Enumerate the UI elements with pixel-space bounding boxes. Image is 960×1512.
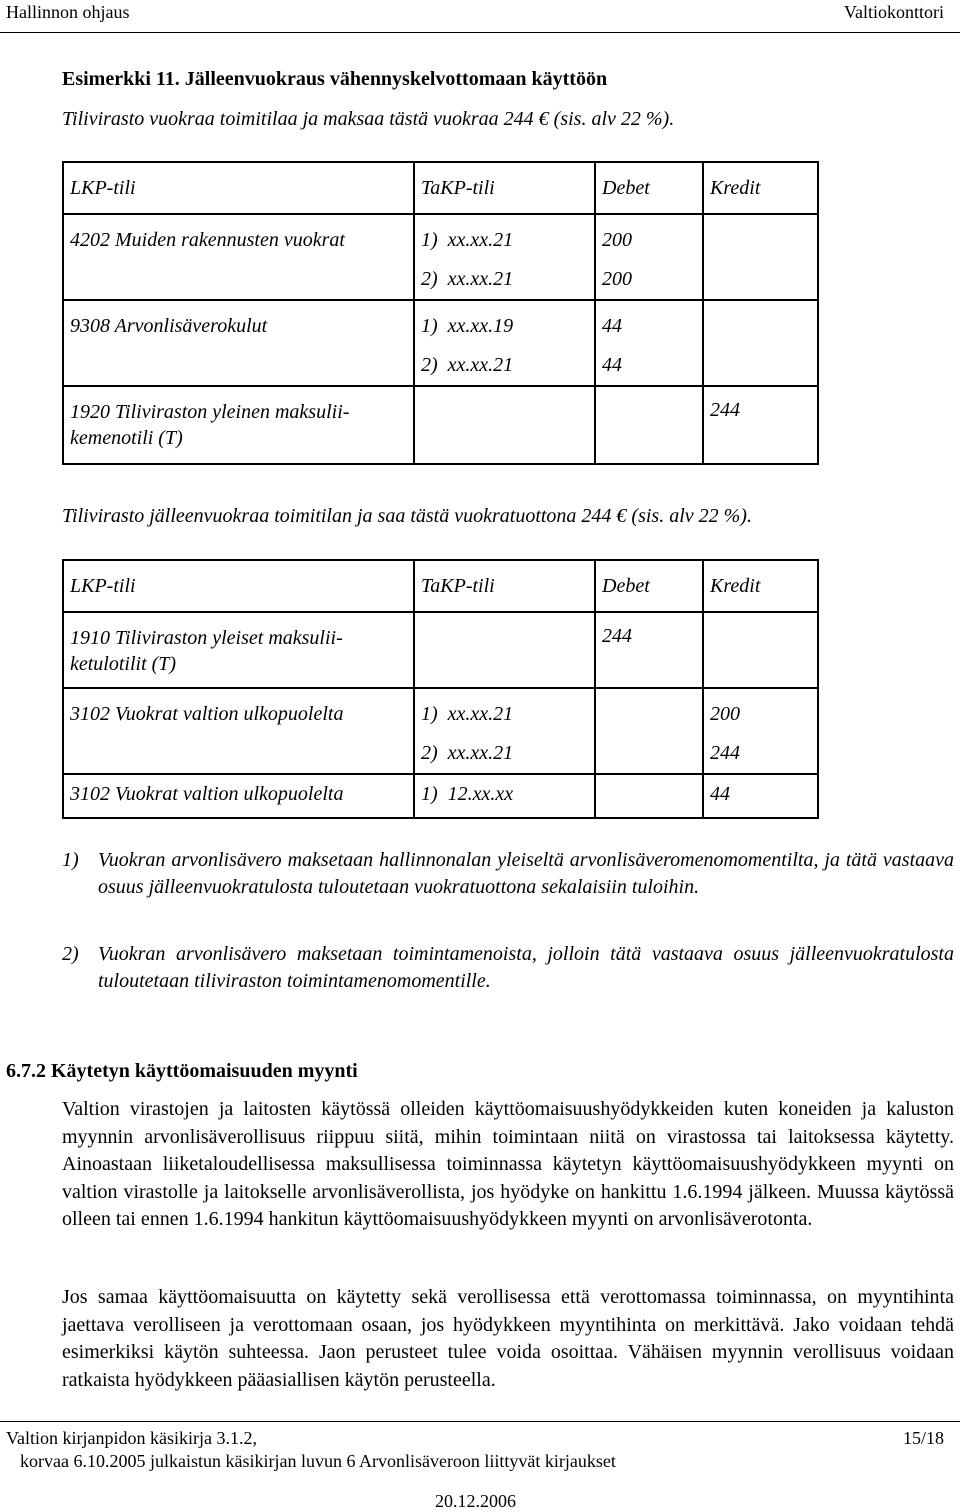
table-row: [63, 214, 818, 300]
header-rule: [0, 32, 960, 33]
account-cell: 3102 Vuokrat valtion ulkopuolelta: [70, 703, 344, 725]
kredit-cell: 244: [710, 399, 740, 421]
debet-cell: 44: [602, 315, 622, 337]
section-paragraph-2: Jos samaa käyttöomaisuutta on käytetty sekä verollisessa että verottomassa toiminnassa, on myyntihinta jaettava verolliseen ja verottomaan osaan, jos hyödykkeen myyntihinta on merkittävä. Jako voidaan tehdä esimerkiksi käytön suhteessa. Jaon perusteet tulee voida osoittaa. Vähäisen myynnin verollisuus voidaan ratkaista hyödykkeen pääasiallisen käytön perusteella.: [62, 1286, 954, 1391]
footer-page-number: 15/18: [902, 1428, 944, 1448]
column-header-kredit: Kredit: [703, 162, 818, 214]
account-cell-line-1: 1910 Tiliviraston yleiset maksulii-: [70, 627, 343, 649]
takp-cell: 1) xx.xx.21: [421, 229, 514, 251]
example-title: Esimerkki 11. Jälleenvuokraus vähennyskelvottomaan käyttöön: [62, 68, 608, 90]
column-header-lkp: LKP-tili: [63, 162, 414, 214]
debet-cell: 44: [602, 354, 622, 376]
column-header-lkp: LKP-tili: [63, 560, 414, 612]
footnote-2: [62, 941, 954, 995]
column-header-debet: Debet: [595, 162, 703, 214]
takp-cell: 1) xx.xx.19: [421, 315, 514, 337]
table-row: [63, 386, 818, 464]
account-cell-line-2: kemenotili (T): [70, 427, 183, 449]
debet-cell: [595, 386, 703, 464]
account-cell: 9308 Arvonlisäverokulut: [70, 315, 268, 337]
footnote-text: Vuokran arvonlisävero maksetaan hallinnonalan yleiseltä arvonlisäveromenomomentilta, ja tätä vastaava osuus jälleenvuokratulosta tuloutetaan vuokratuottona sekalaisiin tuloihin.: [98, 849, 954, 898]
example-intro-1: Tilivirasto vuokraa toimitilaa ja maksaa tästä vuokraa 244 € (sis. alv 22 %).: [62, 108, 675, 130]
section-heading: 6.7.2 Käytetyn käyttöomaisuuden myynti: [6, 1060, 358, 1082]
takp-cell: 2) xx.xx.21: [421, 354, 514, 376]
table-row: [63, 774, 818, 818]
debet-cell: 244: [602, 625, 632, 647]
footnote-1: [62, 847, 954, 901]
footer-date: 20.12.2006: [435, 1491, 516, 1511]
takp-cell: 2) xx.xx.21: [421, 742, 514, 764]
table-header-row: [63, 162, 818, 214]
footnote-number: 2): [62, 943, 79, 965]
table-row: [63, 688, 818, 774]
kredit-cell: [703, 300, 818, 386]
kredit-cell: [703, 214, 818, 300]
debet-cell: 200: [602, 229, 632, 251]
column-header-takp: TaKP-tili: [414, 560, 595, 612]
account-cell: 4202 Muiden rakennusten vuokrat: [70, 229, 345, 251]
kredit-cell: 200: [710, 703, 740, 725]
takp-cell: 1) 12.xx.xx: [421, 783, 514, 805]
takp-cell: [414, 386, 595, 464]
takp-cell: 1) xx.xx.21: [421, 703, 514, 725]
section-paragraph-1: Valtion virastojen ja laitosten käytössä olleiden käyttöomaisuushyödykkeiden kuten koneiden ja kaluston myynnin arvonlisäverollisuus riippuu siitä, mihin toimintaan niitä on virastossa tai laitoksessa käytetty. Ainoastaan liiketaloudellisessa maksullisessa toiminnassa käytetyn käyttöomaisuushyödykkeen myynti on valtion virastolle ja laitokselle arvonlisäverollista, jos hyödyke on hankittu 1.6.1994 jälkeen. Muussa käytössä olleen tai ennen 1.6.1994 hankitun käyttöomaisuushyödykkeen myynti on arvonlisäverotonta.: [62, 1098, 954, 1230]
table-header-row: [63, 560, 818, 612]
footer-line-2: korvaa 6.10.2005 julkaistun käsikirjan luvun 6 Arvonlisäveroon liittyvät kirjaukset: [20, 1451, 616, 1471]
kredit-cell: [703, 612, 818, 688]
kredit-cell: 244: [710, 742, 740, 764]
column-header-kredit: Kredit: [703, 560, 818, 612]
table-row: [63, 300, 818, 386]
takp-cell: 2) xx.xx.21: [421, 268, 514, 290]
kredit-cell: 44: [710, 783, 730, 805]
example-intro-2: Tilivirasto jälleenvuokraa toimitilan ja saa tästä vuokratuottona 244 € (sis. alv 22 %).: [62, 505, 752, 527]
column-header-debet: Debet: [595, 560, 703, 612]
column-header-takp: TaKP-tili: [414, 162, 595, 214]
account-cell: 3102 Vuokrat valtion ulkopuolelta: [70, 783, 344, 805]
footer-left: Valtion kirjanpidon käsikirja 3.1.2,: [6, 1428, 257, 1448]
account-cell-line-2: ketulotilit (T): [70, 653, 177, 675]
takp-cell: [414, 612, 595, 688]
debet-cell: [595, 774, 703, 818]
footer-rule: [0, 1421, 960, 1422]
header-left: Hallinnon ohjaus: [6, 2, 130, 22]
debet-cell: 200: [602, 268, 632, 290]
account-cell-line-1: 1920 Tiliviraston yleinen maksulii-: [70, 401, 350, 423]
footnote-number: 1): [62, 849, 79, 871]
debet-cell: [595, 688, 703, 774]
ledger-table-1: [62, 161, 819, 465]
footnote-text: Vuokran arvonlisävero maksetaan toimintamenoista, jolloin tätä vastaava osuus jälleenvuokratulosta tuloutetaan tiliviraston toimintamenomomentille.: [98, 943, 954, 992]
ledger-table-2: [62, 559, 819, 819]
header-right: Valtiokonttori: [844, 2, 944, 22]
table-row: [63, 612, 818, 688]
